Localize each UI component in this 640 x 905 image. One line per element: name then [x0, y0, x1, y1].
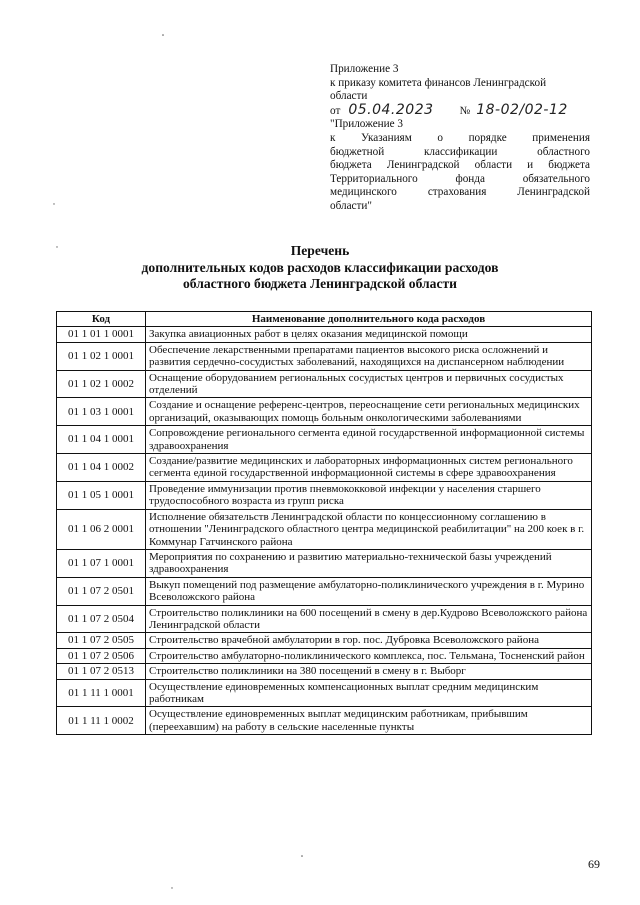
instructions-ref-line-6: области"	[330, 199, 372, 212]
order-region: области	[330, 90, 368, 103]
expense-name-cell: Закупка авиационных работ в целях оказания медицинской помощи	[146, 327, 592, 342]
expense-code-cell: 01 1 01 1 0001	[57, 327, 146, 342]
table-row	[57, 707, 592, 735]
expense-name-cell: Строительство поликлиники на 380 посещений в смену в г. Выборг	[146, 664, 592, 679]
expense-codes-table	[56, 311, 592, 735]
expense-name-cell: Исполнение обязательств Ленинградской области по концессионному соглашению в отношении "Ленинградского областного центра медицинской реабилитации" на 200 коек в г. Коммунар Гатчинского района	[146, 509, 592, 549]
column-header-code: Код	[57, 312, 146, 327]
expense-name-cell: Проведение иммунизации против пневмококковой инфекции у населения старшего трудоспособного возраста из групп риска	[146, 481, 592, 509]
expense-code-cell: 01 1 07 2 0504	[57, 605, 146, 633]
instructions-ref-line-5: медицинского страхования Ленинградской	[330, 186, 590, 199]
column-header-name: Наименование дополнительного кода расходов	[146, 312, 592, 327]
expense-name-cell: Выкуп помещений под размещение амбулаторно-поликлинического учреждения в г. Мурино Всеволожского района	[146, 577, 592, 605]
number-prefix: №	[459, 104, 471, 117]
expense-code-cell: 01 1 07 2 0506	[57, 648, 146, 663]
expense-name-cell: Оснащение оборудованием региональных сосудистых центров и первичных сосудистых отделений	[146, 370, 592, 398]
instructions-ref-line-4: Территориального фонда обязательного	[330, 172, 590, 185]
table-row	[57, 454, 592, 482]
appendix-quote-label: "Приложение 3	[330, 118, 404, 131]
expense-name-cell: Осуществление единовременных компенсационных выплат средним медицинским работникам	[146, 679, 592, 707]
expense-code-cell: 01 1 07 2 0505	[57, 633, 146, 648]
table-row	[57, 509, 592, 549]
expense-name-cell: Обеспечение лекарственными препаратами пациентов высокого риска осложнений и развития сердечно-сосудистых заболеваний, находящихся на диспансерном наблюдении	[146, 342, 592, 370]
expense-name-cell: Строительство амбулаторно-поликлинического комплекса, пос. Тельмана, Тосненский район	[146, 648, 592, 663]
page-number: 69	[588, 857, 600, 871]
expense-code-cell: 01 1 11 1 0001	[57, 679, 146, 707]
handwritten-order-number: 18-02/02-12	[476, 101, 568, 118]
table-row	[57, 398, 592, 426]
table-row	[57, 577, 592, 605]
table-row	[57, 664, 592, 679]
instructions-ref-line-3: бюджета Ленинградской области и бюджета	[330, 159, 590, 172]
expense-code-cell: 01 1 07 2 0501	[57, 577, 146, 605]
table-row	[57, 327, 592, 342]
expense-code-cell: 01 1 06 2 0001	[57, 509, 146, 549]
expense-code-cell: 01 1 03 1 0001	[57, 398, 146, 426]
table-row	[57, 648, 592, 663]
expense-name-cell: Мероприятия по сохранению и развитию материально-технической базы учреждений здравоохранения	[146, 549, 592, 577]
table-body	[57, 327, 592, 735]
expense-code-cell: 01 1 04 1 0002	[57, 454, 146, 482]
table-row	[57, 605, 592, 633]
instructions-ref-line-2: бюджетной классификации областного	[330, 145, 590, 158]
table-row	[57, 481, 592, 509]
expense-name-cell: Сопровождение регионального сегмента единой государственной информационной системы здравоохранения	[146, 426, 592, 454]
expense-code-cell: 01 1 05 1 0001	[57, 481, 146, 509]
document-heading	[0, 243, 640, 293]
expense-name-cell: Создание и оснащение референс-центров, переоснащение сети региональных медицинских организаций, оказывающих помощь больным онкологическими заболеваниями	[146, 398, 592, 426]
expense-name-cell: Строительство врачебной амбулатории в гор. пос. Дубровка Всеволожского района	[146, 633, 592, 648]
handwritten-date: 05.04.2023	[348, 101, 434, 118]
appendix-reference-block	[330, 63, 590, 214]
expense-code-cell: 01 1 11 1 0002	[57, 707, 146, 735]
expense-code-cell: 01 1 07 2 0513	[57, 664, 146, 679]
table-row	[57, 633, 592, 648]
date-prefix: от	[330, 104, 341, 117]
expense-name-cell: Строительство поликлиники на 600 посещений в смену в дер.Кудрово Всеволожского района Ленинградской области	[146, 605, 592, 633]
table-row	[57, 426, 592, 454]
heading-title: Перечень	[290, 243, 350, 258]
table-header-row	[57, 312, 592, 327]
instructions-ref-line-1: к Указаниям о порядке применения	[330, 131, 590, 144]
table-row	[57, 370, 592, 398]
appendix-label: Приложение 3	[330, 63, 399, 75]
expense-code-cell: 01 1 02 1 0002	[57, 370, 146, 398]
expense-code-cell: 01 1 02 1 0001	[57, 342, 146, 370]
heading-subtitle-1: дополнительных кодов расходов классификации расходов	[141, 259, 499, 275]
expense-name-cell: Осуществление единовременных выплат медицинским работникам, прибывшим (переехавшим) на работу в сельские населенные пункты	[146, 707, 592, 735]
heading-subtitle-2: областного бюджета Ленинградской области	[183, 276, 457, 291]
table-row	[57, 549, 592, 577]
table-row	[57, 342, 592, 370]
expense-name-cell: Создание/развитие медицинских и лабораторных информационных систем регионального сегмента единой государственной информационной системы в сфере здравоохранения	[146, 454, 592, 482]
expense-code-cell: 01 1 07 1 0001	[57, 549, 146, 577]
order-reference: к приказу комитета финансов Ленинградской	[330, 76, 547, 89]
expense-code-cell: 01 1 04 1 0001	[57, 426, 146, 454]
order-date-number-row	[330, 101, 590, 119]
table-row	[57, 679, 592, 707]
